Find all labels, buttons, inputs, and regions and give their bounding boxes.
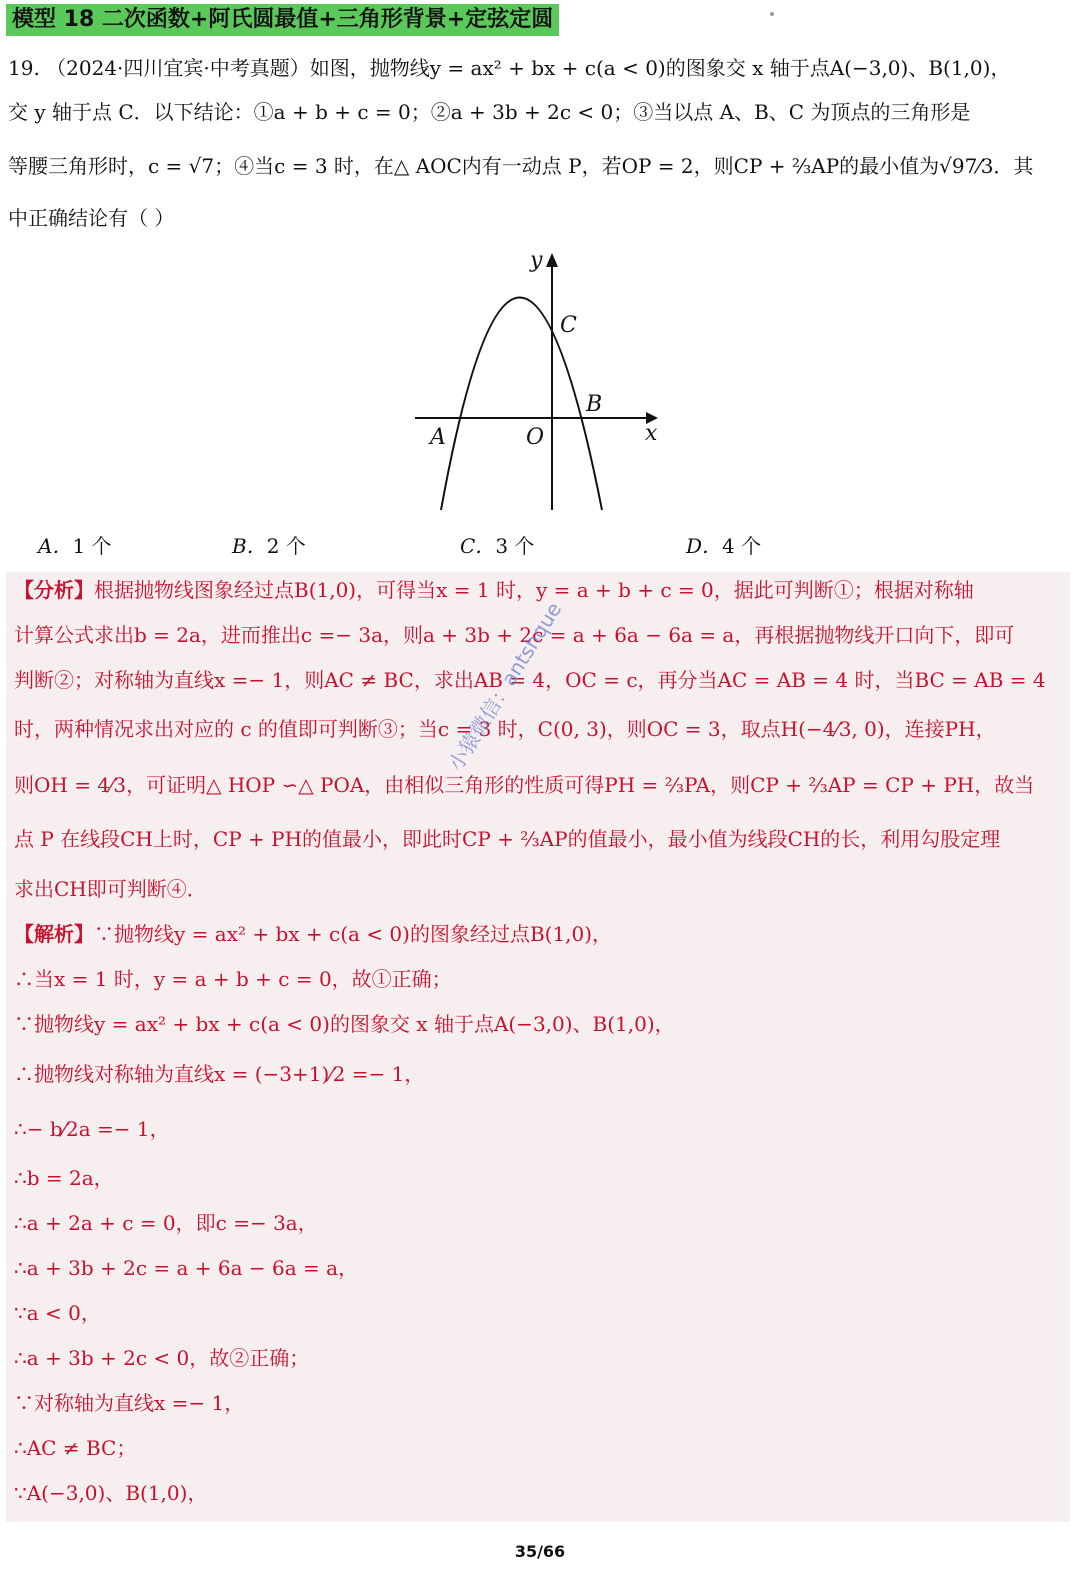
solution-line: ∴AC ≠ BC；	[14, 1436, 137, 1460]
page-number: 35/66	[514, 1542, 566, 1561]
solution-line: ∴a + 2a + c = 0，即c =− 3a，	[14, 1211, 318, 1235]
label-O: O	[526, 425, 545, 450]
solution-line: ∵对称轴为直线x =− 1，	[14, 1391, 245, 1415]
solution-line: ∴当x = 1 时，y = a + b + c = 0，故①正确；	[14, 967, 452, 991]
solution-line: ∴− b⁄2a =− 1，	[14, 1117, 170, 1141]
section-title-banner: 模型 18 二次函数+阿氏圆最值+三角形背景+定弦定圆	[6, 4, 559, 36]
analysis-line: 【分析】根据抛物线图象经过点B(1,0)，可得当x = 1 时，y = a + b + c = 0，据此可判断①；根据对称轴	[14, 578, 974, 602]
option-d: D．4 个	[686, 534, 762, 558]
solution-line: ∵抛物线y = ax² + bx + c(a < 0)的图象交 x 轴于点A(−3,0)、B(1,0)，	[14, 1012, 675, 1036]
y-axis-arrow	[546, 253, 558, 267]
watermark-text: 小猿微信：antshque	[443, 597, 567, 775]
solution-line: ∵a < 0，	[14, 1301, 101, 1325]
option-a: A．1 个	[38, 534, 112, 558]
question-line: 19. （2024·四川宜宾·中考真题）如图，抛物线y = ax² + bx + c(a < 0)的图象交 x 轴于点A(−3,0)、B(1,0)，	[8, 56, 1011, 80]
solution-tag: 【解析】	[14, 922, 94, 946]
label-C: C	[560, 313, 577, 338]
question-line: 中正确结论有（ ）	[8, 206, 175, 230]
analysis-line: 求出CH即可判断④．	[14, 877, 207, 901]
analysis-line: 计算公式求出b = 2a，进而推出c =− 3a，则a + 3b + 2c = a + 6a − 6a = a，再根据抛物线开口向下，即可	[14, 623, 1015, 647]
analysis-tag: 【分析】	[14, 578, 94, 602]
solution-line: ∴抛物线对称轴为直线x = (−3+1)⁄2 =− 1，	[14, 1062, 425, 1086]
option-b: B．2 个	[232, 534, 306, 558]
solution-line: ∴a + 3b + 2c = a + 6a − 6a = a，	[14, 1256, 359, 1280]
option-c: C．3 个	[460, 534, 535, 558]
parabola-figure	[410, 245, 670, 520]
label-B: B	[586, 392, 603, 417]
parabola-curve	[441, 298, 602, 511]
label-x: x	[645, 421, 658, 446]
question-line: 等腰三角形时，c = √7；④当c = 3 时，在△ AOC内有一动点 P，若OP = 2，则CP + ⅔AP的最小值为√97⁄3．其	[8, 154, 1034, 178]
solution-block	[6, 572, 1070, 1522]
solution-line: 【解析】∵抛物线y = ax² + bx + c(a < 0)的图象经过点B(1,0)，	[14, 922, 613, 946]
label-A: A	[430, 425, 446, 450]
label-y: y	[530, 248, 543, 273]
analysis-line: 点 P 在线段CH上时，CP + PH的值最小，即此时CP + ⅔AP的值最小，最小值为线段CH的长，利用勾股定理	[14, 827, 1001, 851]
analysis-line: 判断②；对称轴为直线x =− 1，则AC ≠ BC，求出AB = 4，OC = c，再分当AC = AB = 4 时，当BC = AB = 4	[14, 668, 1046, 692]
analysis-line: 则OH = 4⁄3，可证明△ HOP ∽△ POA，由相似三角形的性质可得PH = ⅔PA，则CP + ⅔AP = CP + PH，故当	[14, 773, 1035, 797]
solution-line: ∴a + 3b + 2c < 0，故②正确；	[14, 1346, 310, 1370]
analysis-line: 时，两种情况求出对应的 c 的值即可判断③；当c = 3 时，C(0, 3)，则OC = 3，取点H(−4⁄3, 0)，连接PH，	[14, 717, 996, 741]
solution-line: ∴b = 2a，	[14, 1166, 114, 1190]
question-line: 交 y 轴于点 C．以下结论：①a + b + c = 0；②a + 3b + 2c < 0；③当以点 A、B、C 为顶点的三角形是	[8, 100, 971, 124]
solution-line: ∵A(−3,0)、B(1,0)，	[14, 1481, 208, 1505]
decorative-dot	[770, 12, 774, 16]
